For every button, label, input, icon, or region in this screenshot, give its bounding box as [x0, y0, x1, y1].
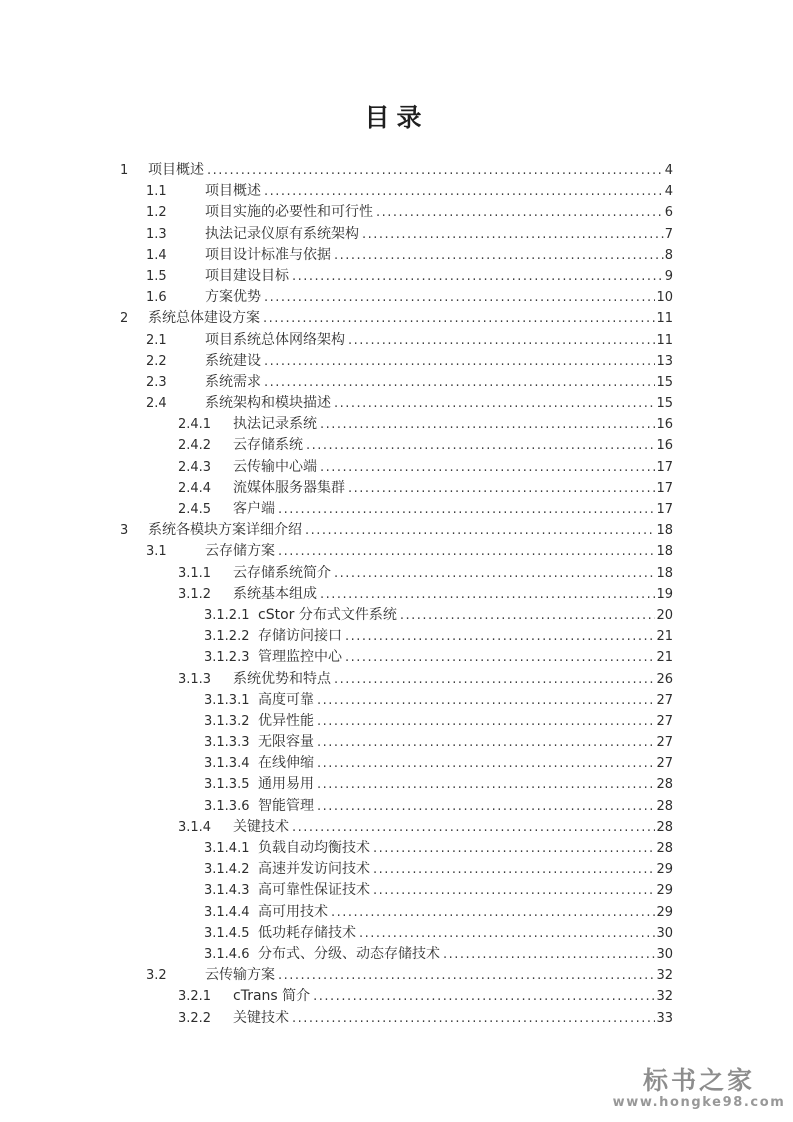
toc-leader-dots [317, 753, 655, 774]
toc-entry-label: 通用易用 [258, 776, 314, 793]
toc-entry[interactable] [120, 626, 673, 647]
toc-leader-dots [292, 266, 664, 287]
toc-entry-number: 3.1.4.1 [204, 841, 250, 856]
toc-entry-number: 3.1.4.6 [204, 946, 250, 962]
toc-entry-label: 项目概述 [148, 162, 204, 178]
toc-entry-number: 2.4.5 [178, 502, 212, 517]
toc-entry[interactable] [120, 266, 673, 287]
toc-entry-page: 8 [664, 247, 673, 263]
toc-entry-number: 1.5 [146, 268, 167, 284]
toc-entry[interactable] [120, 690, 673, 711]
toc-entry-number: 3.2 [146, 968, 167, 984]
toc-entry-page: 16 [656, 417, 673, 433]
toc-entry-number: 3.1.1 [178, 565, 212, 581]
toc-entry-page: 30 [656, 946, 673, 962]
toc-entry-number: 3.2.1 [178, 989, 212, 1005]
toc-entry[interactable] [120, 520, 673, 541]
toc-leader-dots [348, 330, 655, 351]
toc-entry-page: 28 [656, 777, 673, 793]
toc-entry[interactable] [120, 308, 673, 329]
toc-entry[interactable] [120, 563, 673, 584]
toc-entry[interactable] [120, 478, 673, 499]
toc-entry[interactable] [120, 711, 673, 732]
toc-entry[interactable] [120, 414, 673, 435]
toc-entry-label: cTrans 简介 [233, 988, 311, 1005]
toc-entry-number: 3.1 [146, 544, 167, 560]
toc-entry[interactable] [120, 838, 673, 859]
toc-entry-number: 1.1 [146, 184, 167, 200]
toc-entry-page: 29 [656, 883, 673, 899]
toc-entry-page: 18 [656, 523, 673, 539]
toc-entry-label: 系统建设 [205, 352, 261, 369]
toc-entry[interactable] [120, 1008, 673, 1029]
toc-entry-page: 30 [656, 925, 673, 941]
toc-entry-label: 存储访问接口 [258, 628, 342, 645]
toc-entry-number: 3.1.2 [178, 586, 212, 602]
toc-entry-number: 3.1.3.2 [204, 713, 250, 729]
toc-entry-number: 2.4.1 [178, 417, 212, 433]
toc-entry-number: 3.1.3.5 [204, 777, 250, 793]
toc-leader-dots [334, 669, 655, 690]
toc-entry-label: 方案优势 [205, 289, 261, 306]
toc-entry-label: 云传输方案 [205, 967, 275, 984]
toc-entry-page: 17 [656, 502, 673, 517]
toc-entry-number: 2.4 [146, 396, 167, 412]
toc-entry[interactable] [120, 669, 673, 690]
toc-leader-dots [317, 774, 655, 795]
toc-entry-label: 项目设计标准与依据 [205, 246, 331, 263]
toc-leader-dots [334, 563, 655, 584]
toc-entry-page: 4 [664, 184, 673, 200]
toc-entry-label: 系统需求 [205, 373, 261, 390]
toc-entry[interactable] [120, 986, 673, 1007]
toc-entry-page: 9 [664, 268, 673, 284]
toc-entry-label: 系统各模块方案详细介绍 [148, 522, 302, 539]
toc-leader-dots [400, 605, 656, 626]
toc-entry[interactable] [120, 393, 673, 414]
toc-entry-number: 1 [120, 163, 129, 178]
toc-entry-page: 27 [656, 713, 673, 729]
toc-entry[interactable] [120, 202, 673, 223]
toc-entry-page: 29 [656, 862, 673, 878]
toc-entry-number: 3.1.2.3 [204, 650, 250, 666]
toc-entry-label: 高度可靠 [258, 691, 314, 708]
toc-entry[interactable] [120, 351, 673, 372]
toc-entry-number: 1.4 [146, 247, 167, 263]
toc-leader-dots [264, 287, 655, 308]
toc-entry-number: 3.1.4 [178, 819, 212, 835]
toc-entry-number: 2.4.3 [178, 459, 212, 475]
toc-entry[interactable] [120, 224, 673, 245]
toc-leader-dots [331, 902, 655, 923]
toc-entry-number: 2.1 [146, 332, 167, 348]
toc-entry-number: 1.2 [146, 205, 167, 221]
toc-entry[interactable] [120, 160, 673, 181]
toc-leader-dots [376, 202, 664, 223]
toc-entry[interactable] [120, 774, 673, 795]
toc-entry[interactable] [120, 245, 673, 266]
toc-entry-number: 1.3 [146, 226, 167, 242]
toc-leader-dots [313, 986, 655, 1007]
toc-entry-page: 17 [656, 480, 673, 496]
toc-entry-number: 3.1.3.1 [204, 692, 250, 708]
toc-entry-page: 13 [656, 353, 673, 369]
toc-entry-label: 执法记录仪原有系统架构 [205, 225, 359, 242]
toc-entry-page: 19 [656, 586, 673, 602]
toc-leader-dots [317, 732, 655, 753]
toc-entry-page: 11 [656, 332, 673, 348]
toc-entry-page: 16 [656, 438, 673, 454]
toc-leader-dots [334, 245, 664, 266]
toc-entry-label: 云存储系统 [233, 437, 303, 454]
toc-entry-label: 高可用技术 [258, 903, 328, 920]
toc-entry-number: 2.4.4 [178, 480, 212, 496]
toc-entry-page: 27 [656, 692, 673, 708]
toc-leader-dots [317, 711, 655, 732]
toc-entry-label: 项目建设目标 [205, 267, 289, 284]
toc-entry-label: 项目系统总体网络架构 [205, 331, 345, 348]
toc-entry-label: 分布式、分级、动态存储技术 [258, 945, 440, 962]
toc-entry-label: 管理监控中心 [258, 649, 342, 666]
toc-entry-label: 系统架构和模块描述 [205, 395, 331, 412]
toc-entry-number: 3.1.3.6 [204, 798, 250, 814]
toc-leader-dots [278, 499, 655, 520]
toc-entry-label: 系统基本组成 [233, 585, 317, 602]
watermark-brand-logo: 标书之家 [642, 1066, 755, 1095]
toc-entry-page: 28 [656, 819, 673, 835]
toc-leader-dots [263, 308, 655, 329]
toc-leader-dots [320, 584, 655, 605]
toc-entry-label: 系统总体建设方案 [148, 310, 260, 327]
toc-entry-page: 28 [656, 841, 673, 856]
toc-entry-label: 智能管理 [258, 797, 314, 814]
toc-entry-page: 11 [656, 311, 673, 327]
toc-entry-number: 3.1.2.2 [204, 629, 250, 645]
page-title: 目录 [364, 103, 429, 132]
toc-entry-number: 2 [120, 311, 129, 327]
toc-entry-number: 3.1.4.2 [204, 862, 250, 878]
toc-entry-page: 26 [656, 671, 673, 687]
toc-entry-label: 在线伸缩 [258, 755, 314, 772]
toc-entry-label: 高可靠性保证技术 [258, 882, 370, 899]
toc-leader-dots [373, 859, 655, 880]
toc-entry-number: 3.1.3.4 [204, 756, 250, 772]
toc-entry-number: 3.1.3.3 [204, 735, 250, 751]
toc-leader-dots [207, 160, 664, 181]
toc-entry-number: 3.1.4.5 [204, 925, 250, 941]
toc-entry[interactable] [120, 732, 673, 753]
toc-leader-dots [305, 520, 655, 541]
watermark-url-text: www.hongke98.com [612, 1095, 786, 1110]
toc-entry-label: 系统优势和特点 [233, 670, 331, 687]
toc-entry[interactable] [120, 859, 673, 880]
toc-entry-number: 2.4.2 [178, 438, 212, 454]
toc-entry-page: 15 [656, 396, 673, 412]
toc-leader-dots [359, 923, 655, 944]
toc-entry-page: 18 [656, 565, 673, 581]
toc-leader-dots [443, 944, 655, 965]
toc-entry-label: 流媒体服务器集群 [233, 479, 345, 496]
toc-entry-number: 3.1.4.3 [204, 883, 250, 899]
toc-entry-page: 33 [656, 1010, 673, 1026]
toc-entry[interactable] [120, 944, 673, 965]
toc-entry-page: 18 [656, 544, 673, 560]
toc-entry-label: 负载自动均衡技术 [258, 840, 370, 856]
toc-leader-dots [320, 414, 655, 435]
toc-entry-label: 执法记录系统 [233, 416, 317, 433]
toc-entry-page: 20 [656, 607, 673, 623]
toc-entry-label: 云传输中心端 [233, 458, 317, 475]
toc-leader-dots [317, 690, 655, 711]
toc-leader-dots [362, 224, 664, 245]
toc-entry[interactable] [120, 584, 673, 605]
toc-entry-label: 项目概述 [205, 183, 261, 200]
toc-entry-page: 28 [656, 798, 673, 814]
toc-entry-number: 2.2 [146, 353, 167, 369]
toc-leader-dots [320, 457, 655, 478]
toc-entry-page: 6 [664, 205, 673, 221]
toc-entry-label: 客户端 [233, 501, 275, 517]
toc-entry-number: 3 [120, 523, 129, 539]
toc-entry-label: 低功耗存储技术 [258, 924, 356, 941]
toc-entry[interactable] [120, 181, 673, 202]
toc-entry-page: 27 [656, 735, 673, 751]
toc-entry[interactable] [120, 372, 673, 393]
toc-entry-number: 3.1.4.4 [204, 904, 250, 920]
toc-leader-dots [292, 1008, 655, 1029]
toc-entry-page: 32 [656, 989, 673, 1005]
toc-entry-page: 15 [656, 374, 673, 390]
toc-entry-page: 21 [656, 629, 673, 645]
toc-entry-label: 云存储方案 [205, 543, 275, 560]
toc-entry-number: 3.1.3 [178, 671, 212, 687]
toc-entry-label: 关键技术 [233, 818, 289, 835]
toc-entry-label: cStor 分布式文件系统 [258, 606, 397, 623]
toc-leader-dots [345, 647, 655, 668]
toc-entry-label: 项目实施的必要性和可行性 [205, 204, 373, 221]
toc-entry[interactable] [120, 541, 673, 562]
toc-entry[interactable] [120, 457, 673, 478]
toc-leader-dots [373, 880, 655, 901]
toc-entry-label: 高速并发访问技术 [258, 861, 370, 878]
toc-entry[interactable] [120, 923, 673, 944]
toc-leader-dots [334, 393, 655, 414]
toc-entry-page: 27 [656, 756, 673, 772]
toc-leader-dots [373, 838, 655, 859]
toc-entry-number: 1.6 [146, 290, 167, 306]
toc-entry-page: 29 [656, 904, 673, 920]
toc-leader-dots [317, 796, 655, 817]
toc-entry-label: 无限容量 [258, 734, 314, 751]
toc-entry-number: 3.2.2 [178, 1010, 212, 1026]
toc-leader-dots [348, 478, 655, 499]
toc-entry[interactable] [120, 499, 673, 520]
toc-leader-dots [278, 965, 655, 986]
toc-entry-page: 32 [656, 968, 673, 984]
toc-leader-dots [264, 351, 655, 372]
toc-entry-number: 3.1.2.1 [204, 607, 250, 623]
toc-entry[interactable] [120, 605, 673, 626]
toc-entry-label: 优异性能 [258, 712, 314, 729]
toc-entry[interactable] [120, 902, 673, 923]
toc-leader-dots [278, 541, 655, 562]
watermark [609, 1068, 789, 1110]
toc-entry-label: 云存储系统简介 [233, 564, 331, 581]
toc-list [120, 160, 673, 1029]
toc-entry[interactable] [120, 796, 673, 817]
toc-entry-page: 4 [664, 163, 673, 178]
toc-entry[interactable] [120, 330, 673, 351]
toc-entry[interactable] [120, 817, 673, 838]
toc-leader-dots [264, 372, 655, 393]
toc-entry[interactable] [120, 753, 673, 774]
toc-entry-page: 17 [656, 459, 673, 475]
toc-leader-dots [306, 435, 655, 456]
toc-leader-dots [345, 626, 655, 647]
toc-leader-dots [292, 817, 655, 838]
toc-entry-page: 10 [656, 290, 673, 306]
toc-entry[interactable] [120, 965, 673, 986]
toc-entry[interactable] [120, 880, 673, 901]
toc-entry-page: 7 [664, 226, 673, 242]
toc-entry[interactable] [120, 647, 673, 668]
toc-entry-page: 21 [656, 650, 673, 666]
toc-entry[interactable] [120, 287, 673, 308]
toc-entry-label: 关键技术 [233, 1009, 289, 1026]
toc-entry-number: 2.3 [146, 374, 167, 390]
toc-entry[interactable] [120, 435, 673, 456]
toc-leader-dots [264, 181, 664, 202]
